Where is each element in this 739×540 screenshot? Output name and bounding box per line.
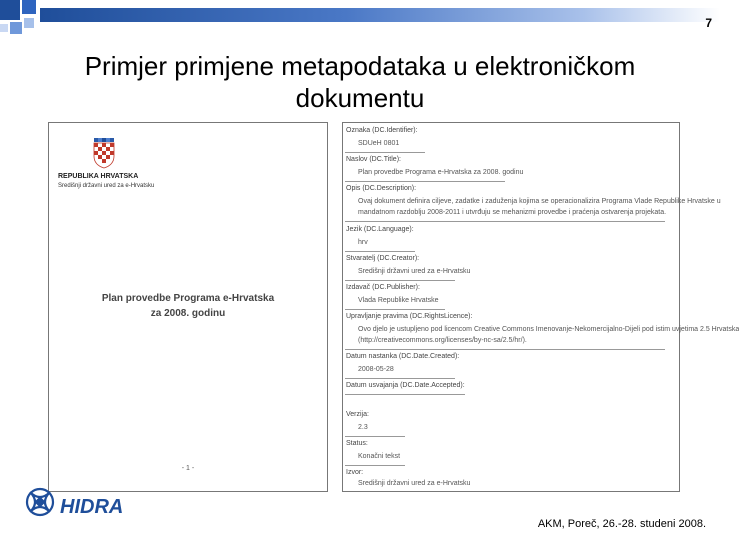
hidra-logo-icon	[22, 484, 122, 526]
status-value: Konačni tekst	[358, 453, 401, 460]
publisher-label: Izdavač (DC.Publisher):	[346, 284, 420, 291]
footer-text: AKM, Poreč, 26.-28. studeni 2008.	[537, 518, 706, 530]
rights-value-line-1: Ovo djelo je ustupljeno pod licencom Creative Commons Imenovanje-Nekomercijalno-Dijeli pod istim uvjetima 2.5 Hrvatska	[358, 326, 739, 333]
header-gradient-bar	[40, 8, 720, 22]
creator-label: Stvaratelj (DC.Creator):	[346, 255, 420, 262]
republic-heading: REPUBLIKA HRVATSKA	[58, 173, 139, 180]
decor-square	[0, 0, 20, 20]
logo-text: HIDRA	[60, 496, 124, 518]
title-field-value: Plan provedbe Programa e-Hrvatska za 2008. godinu	[358, 169, 524, 176]
title-field-label: Naslov (DC.Title):	[346, 156, 401, 163]
decor-square	[24, 18, 34, 28]
version-label: Verzija:	[346, 411, 369, 418]
creator-value: Središnji državni ured za e-Hrvatsku	[358, 268, 471, 275]
title-line-2: dokumentu	[295, 83, 425, 113]
page-number: - 1 -	[181, 465, 195, 472]
decor-square	[0, 24, 8, 32]
office-name: Središnji državni ured za e-Hrvatsku	[58, 183, 155, 189]
description-value-line-2: mandatnom razdoblju 2008-2011 i utvrđuju se mehanizmi provedbe i praćenja ostvarenja projekata.	[358, 209, 667, 216]
field-divider	[345, 465, 405, 466]
field-divider	[345, 394, 465, 395]
description-label: Opis (DC.Description):	[346, 185, 417, 192]
title-line-1: Primjer primjene metapodataka u elektroničkom	[84, 51, 636, 81]
description-value-line-1: Ovaj dokument definira ciljeve, zadatke i zaduženja kojima se operacionalizira Programa Vlade Republike Hrvatske u	[358, 198, 721, 205]
croatian-coat-of-arms-icon	[93, 138, 115, 168]
identifier-value: SDUeH 0801	[358, 140, 400, 147]
identifier-label: Oznaka (DC.Identifier):	[346, 127, 418, 134]
decor-square	[22, 0, 36, 14]
decor-square	[10, 22, 22, 34]
field-divider	[345, 152, 425, 153]
publisher-value: Vlada Republike Hrvatske	[358, 297, 439, 304]
field-divider	[345, 280, 455, 281]
accepted-date-label: Datum usvajanja (DC.Date.Accepted):	[346, 382, 465, 389]
field-divider	[345, 181, 505, 182]
slide-title	[0, 50, 720, 114]
field-divider	[345, 349, 665, 350]
plan-title-line-1: Plan provedbe Programa e-Hrvatska	[101, 293, 275, 304]
field-divider	[345, 378, 455, 379]
metadata-page	[342, 122, 739, 492]
source-value: Središnji državni ured za e-Hrvatsku	[358, 480, 471, 487]
language-value: hrv	[358, 239, 368, 246]
language-label: Jezik (DC.Language):	[346, 226, 414, 233]
rights-value-line-2: (http://creativecommons.org/licenses/by-nc-sa/2.5/hr/).	[358, 337, 527, 344]
document-cover-page	[48, 122, 328, 492]
created-date-label: Datum nastanka (DC.Date.Created):	[346, 353, 460, 360]
version-value: 2.3	[358, 424, 368, 431]
status-label: Status:	[346, 440, 368, 447]
source-label: Izvor:	[346, 469, 364, 476]
field-divider	[345, 251, 415, 252]
field-divider	[345, 436, 405, 437]
slide-number: 7	[705, 16, 712, 30]
plan-title-line-2: za 2008. godinu	[150, 308, 226, 319]
field-divider	[345, 221, 665, 222]
created-date-value: 2008-05-28	[358, 366, 394, 373]
rights-label: Upravljanje pravima (DC.RightsLicence):	[346, 313, 473, 320]
field-divider	[345, 309, 445, 310]
